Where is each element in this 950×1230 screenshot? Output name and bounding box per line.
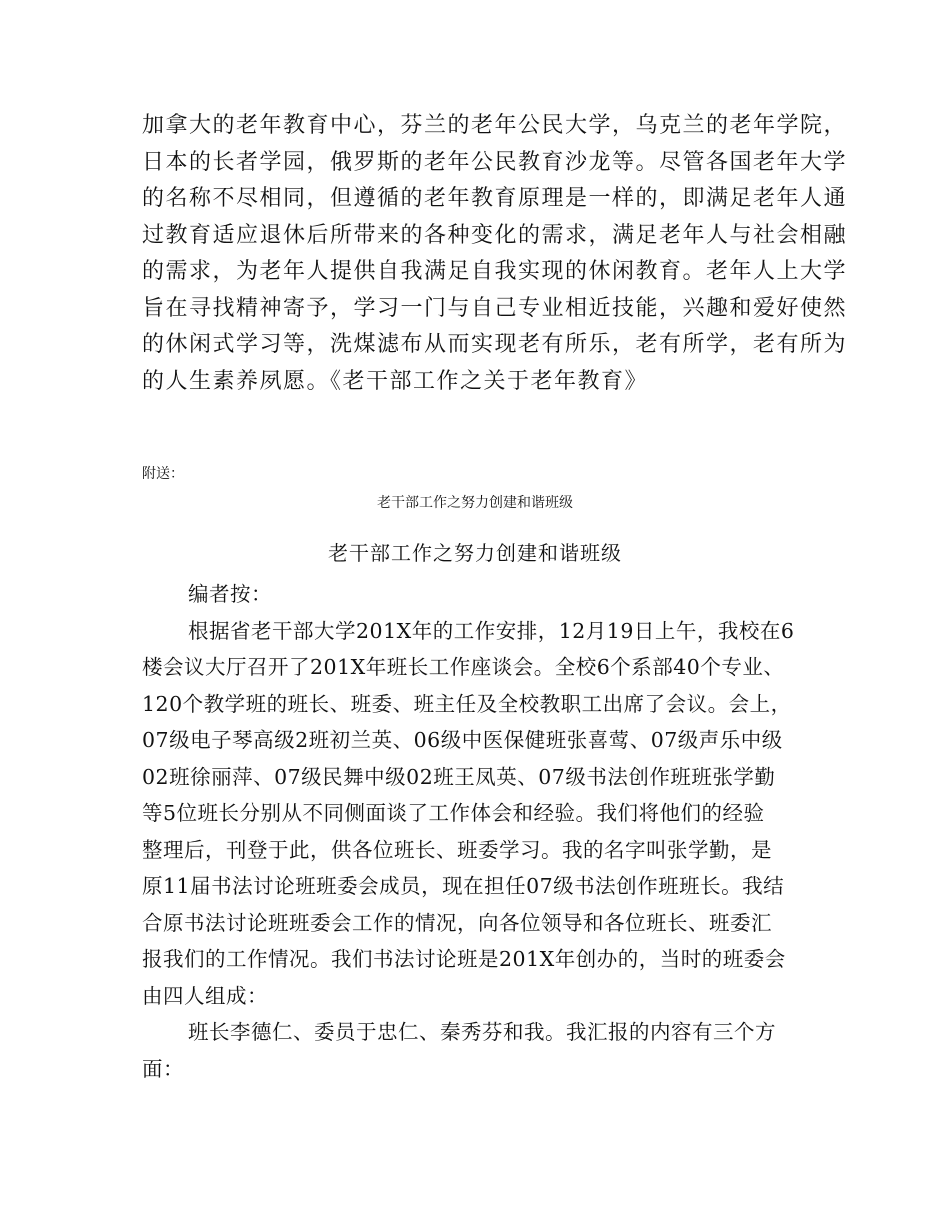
text-line: 07级电子琴高级2班初兰英、06级中医保健班张喜莺、07级声乐中级 bbox=[142, 728, 783, 752]
article-body bbox=[142, 576, 832, 1087]
text-line: 120个教学班的班长、班委、班主任及全校教职工出席了会议。会上， bbox=[142, 691, 792, 716]
text-line: 的需求，为老年人提供自我满足自我实现的休闲教育。老年人上大学 bbox=[142, 259, 848, 284]
text-line: 根据省老干部大学201X年的工作安排，12月19日上午，我校在6 bbox=[188, 618, 795, 643]
text-line: 日本的长者学园，俄罗斯的老年公民教育沙龙等。尽管各国老年大学 bbox=[142, 149, 848, 175]
text-line: 楼会议大厅召开了201X年班长工作座谈会。全校6个系部40个专业、 bbox=[142, 655, 785, 679]
text-line: 旨在寻找精神寄予，学习一门与自己专业相近技能，兴趣和爱好使然 bbox=[142, 295, 848, 321]
text-line: 班长李德仁、委员于忠仁、秦秀芬和我。我汇报的内容有三个方 bbox=[188, 1020, 776, 1044]
text-line: 整理后，刊登于此，供各位班长、班委学习。我的名字叫张学勤，是 bbox=[142, 837, 772, 862]
section-header: 老干部工作之努力创建和谐班级 bbox=[377, 495, 573, 511]
text-line: 的人生素养夙愿。《老干部工作之关于老年教育》 bbox=[142, 368, 649, 394]
editor-note: 编者按： bbox=[188, 582, 272, 606]
text-line: 的名称不尽相同，但遵循的老年教育原理是一样的，即满足老年人通 bbox=[142, 186, 848, 211]
text-line: 等5位班长分别从不同侧面谈了工作体会和经验。我们将他们的经验 bbox=[142, 801, 765, 825]
text-line: 加拿大的老年教育中心，芬兰的老年公民大学，乌克兰的老年学院， bbox=[142, 113, 848, 138]
text-line: 过教育适应退休后所带来的各种变化的需求，满足老年人与社会相融 bbox=[142, 222, 848, 248]
text-line: 面： bbox=[142, 1056, 184, 1081]
text-line: 02班徐丽萍、07级民舞中级02班王凤英、07级书法创作班班张学勤 bbox=[142, 764, 776, 789]
text-line: 报我们的工作情况。我们书法讨论班是201X年创办的，当时的班委会 bbox=[142, 947, 786, 971]
text-line: 由四人组成： bbox=[142, 983, 268, 1008]
text-line: 合原书法讨论班班委会工作的情况，向各位领导和各位班长、班委汇 bbox=[142, 910, 772, 935]
appendix-label: 附送： bbox=[142, 466, 184, 482]
intro-paragraph bbox=[142, 108, 848, 400]
text-line: 的休闲式学习等，洗煤滤布从而实现老有所乐，老有所学，老有所为 bbox=[142, 332, 848, 357]
text-line: 原11届书法讨论班班委会成员，现在担任07级书法创作班班长。我结 bbox=[142, 874, 785, 898]
article-title: 老干部工作之努力创建和谐班级 bbox=[328, 541, 622, 565]
